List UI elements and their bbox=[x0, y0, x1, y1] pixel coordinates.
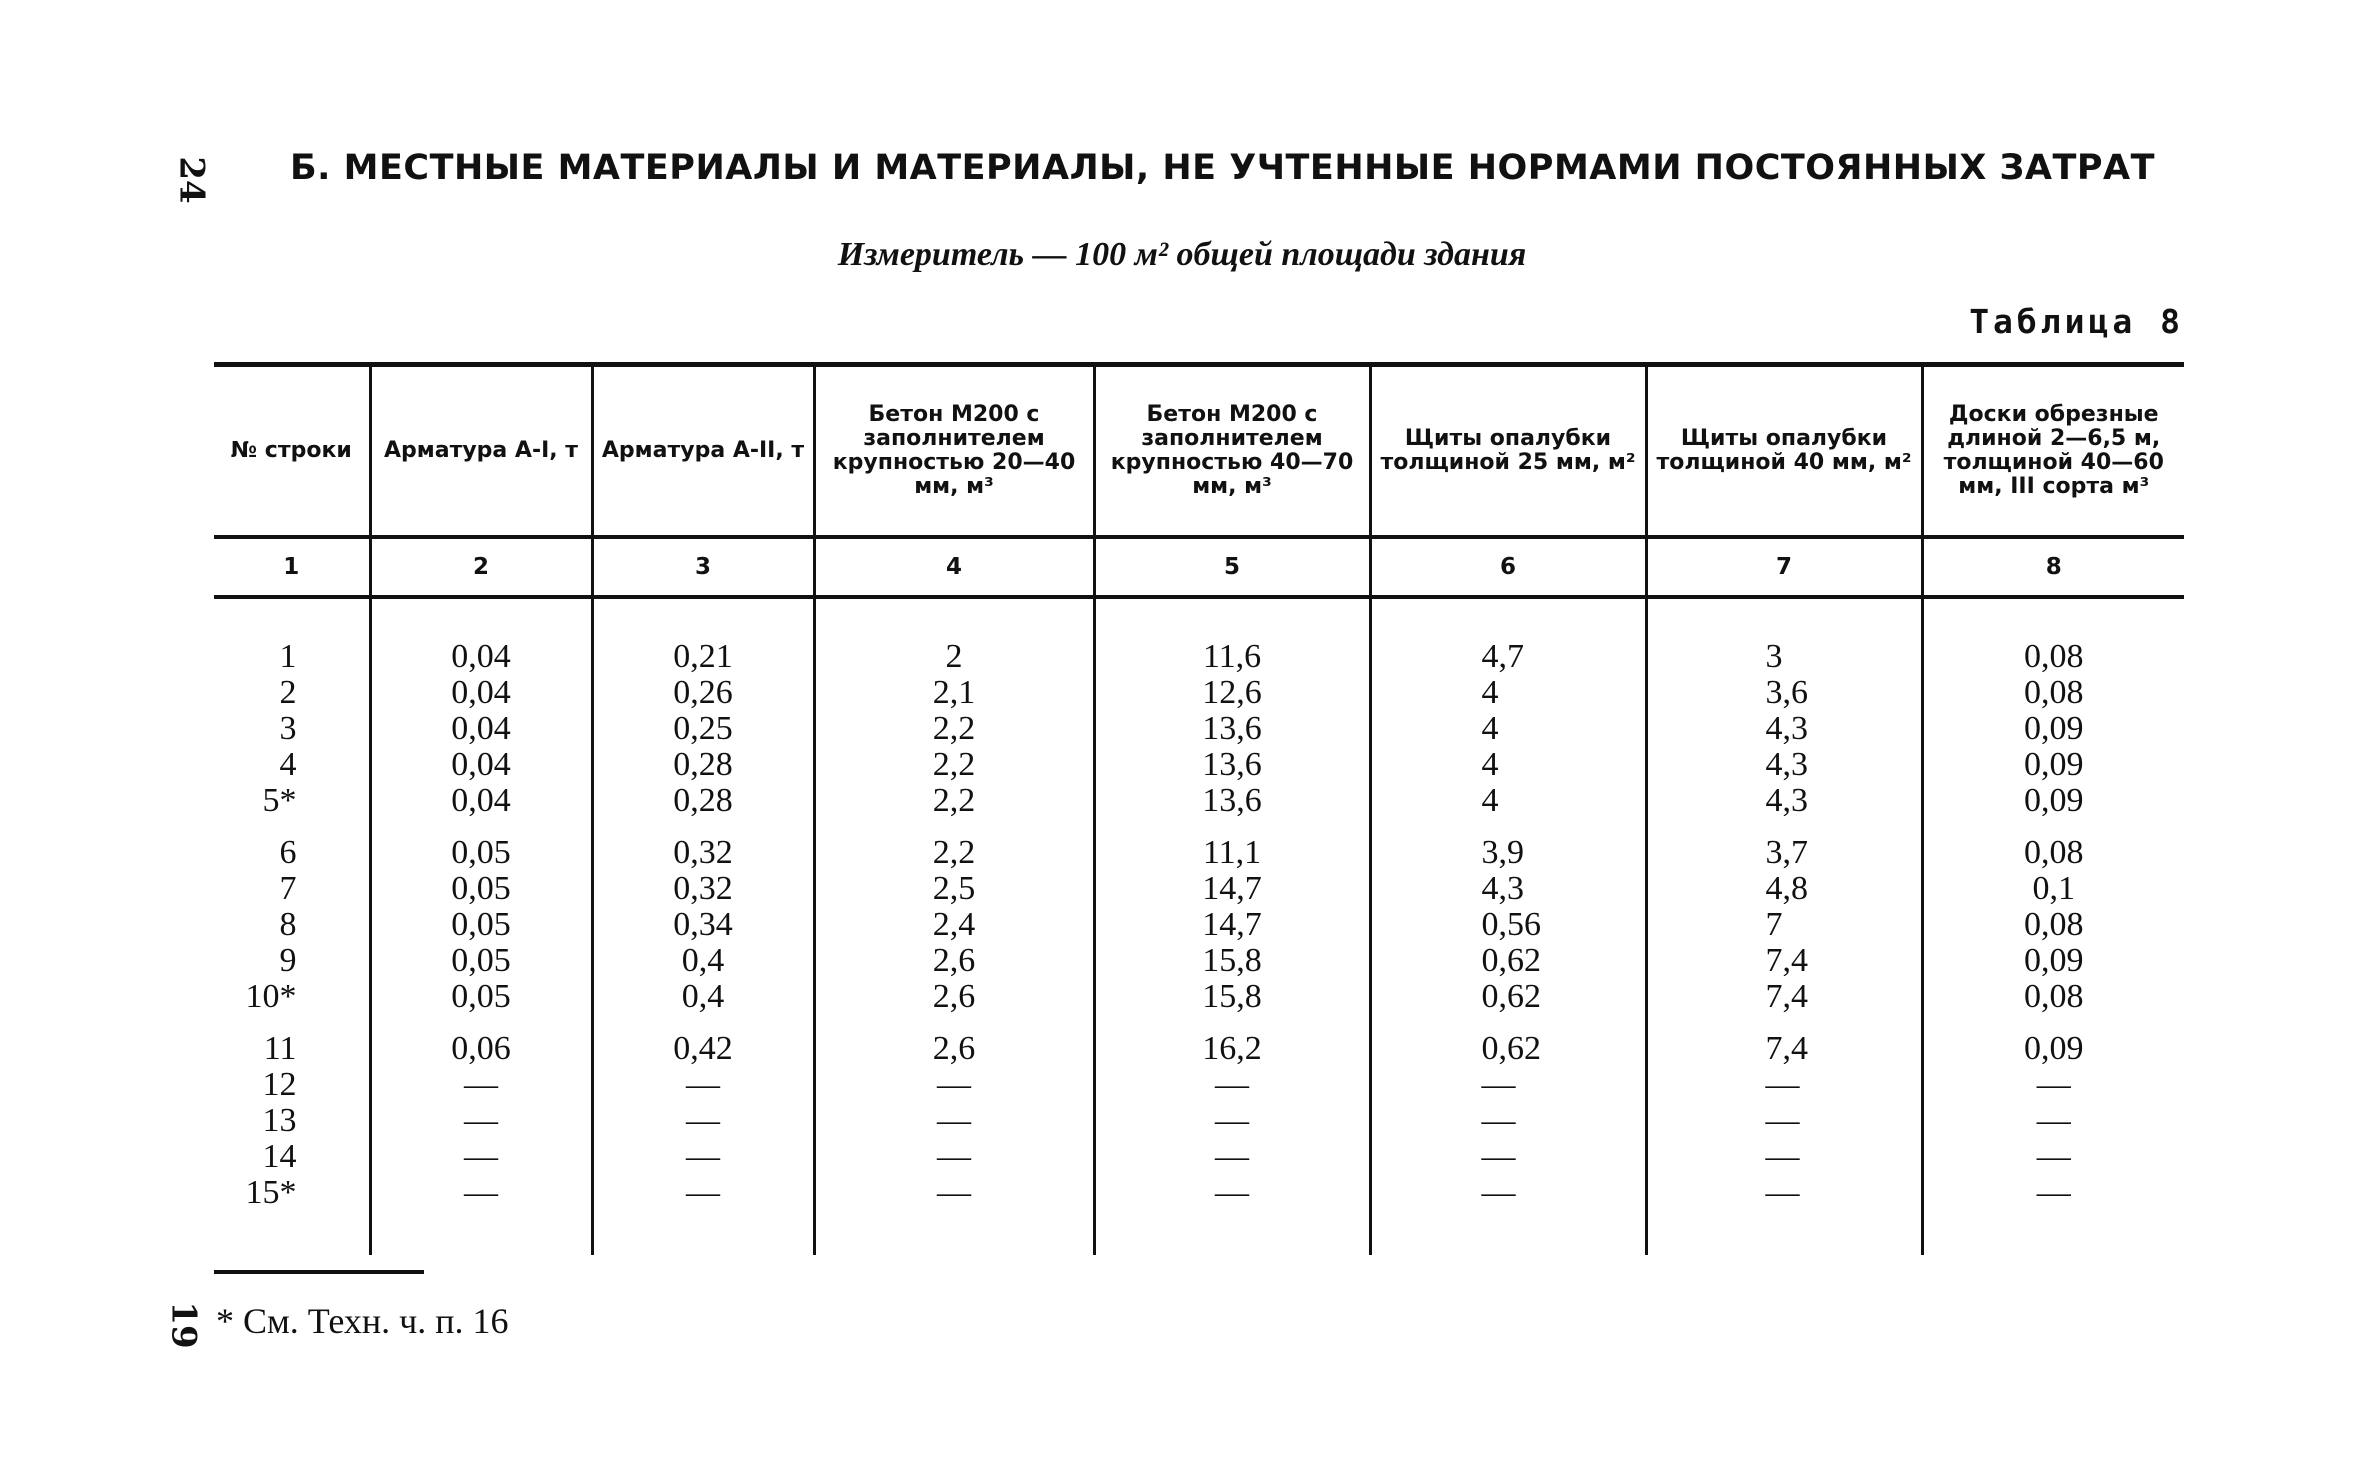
table-cell: — bbox=[592, 1175, 814, 1255]
row-number-cell: 2 bbox=[279, 674, 297, 711]
table-cell: 2,6 bbox=[814, 943, 1094, 979]
column-number: 1 bbox=[214, 537, 370, 597]
table-cell: — bbox=[1646, 1175, 1922, 1255]
page-number-top: 24 bbox=[171, 156, 212, 204]
table-cell: — bbox=[1094, 1103, 1370, 1139]
column-number: 7 bbox=[1646, 537, 1922, 597]
table-cell: — bbox=[592, 1103, 814, 1139]
row-number-cell: 1 bbox=[279, 638, 297, 675]
column-number: 8 bbox=[1922, 537, 2184, 597]
table-cell: — bbox=[1094, 1139, 1370, 1175]
table-cell: 2,6 bbox=[814, 979, 1094, 1015]
table-cell: 3,9 bbox=[1370, 819, 1646, 871]
table-row bbox=[214, 747, 2184, 783]
table-cell: 0,09 bbox=[1922, 747, 2184, 783]
table-cell: 13,6 bbox=[1094, 747, 1370, 783]
table-row bbox=[214, 711, 2184, 747]
row-number-cell: 6 bbox=[279, 834, 297, 871]
table-cell: 0,28 bbox=[592, 747, 814, 783]
table-cell: 2,6 bbox=[814, 1015, 1094, 1067]
table-cell: 0,09 bbox=[1922, 943, 2184, 979]
table-cell: 13,6 bbox=[1094, 711, 1370, 747]
measurement-unit-subheading: Измеритель — 100 м² общей площади здания bbox=[837, 236, 1527, 273]
table-cell: 14,7 bbox=[1094, 907, 1370, 943]
table-cell: 11,6 bbox=[1094, 597, 1370, 675]
table-cell: 0,62 bbox=[1370, 943, 1646, 979]
table-cell: 0,04 bbox=[370, 675, 592, 711]
header-cell: Щиты опалубки толщиной 25 мм, м² bbox=[1370, 365, 1646, 538]
table-cell: — bbox=[1646, 1103, 1922, 1139]
row-number-cell: 12 bbox=[262, 1066, 297, 1103]
table-cell: 4,3 bbox=[1646, 783, 1922, 819]
table-cell: 3 bbox=[1646, 597, 1922, 675]
table-cell: 2,2 bbox=[814, 711, 1094, 747]
header-cell: Щиты опалубки толщиной 40 мм, м² bbox=[1646, 365, 1922, 538]
row-number-cell: 8 bbox=[279, 906, 297, 943]
table-cell: 4,3 bbox=[1370, 871, 1646, 907]
table-cell: 0,08 bbox=[1922, 597, 2184, 675]
section-heading: Б. МЕСТНЫЕ МАТЕРИАЛЫ И МАТЕРИАЛЫ, НЕ УЧТЕННЫЕ НОРМАМИ ПОСТОЯННЫХ ЗАТРАТ bbox=[290, 148, 2155, 188]
table-cell: 0,09 bbox=[1922, 783, 2184, 819]
table-cell: — bbox=[1922, 1103, 2184, 1139]
table-row bbox=[214, 1015, 2184, 1067]
table-cell: — bbox=[370, 1175, 592, 1255]
row-number-cell: 11 bbox=[263, 1030, 297, 1067]
table-cell: 2 bbox=[814, 597, 1094, 675]
table-cell: 0,4 bbox=[592, 979, 814, 1015]
table-cell: 2,2 bbox=[814, 747, 1094, 783]
table-row bbox=[214, 597, 2184, 675]
header-cell: Бетон М200 с заполнителем крупностью 20—40 мм, м³ bbox=[814, 365, 1094, 538]
table-cell: 4,3 bbox=[1646, 711, 1922, 747]
table-cell: 0,1 bbox=[1922, 871, 2184, 907]
header-cell: Бетон М200 с заполнителем крупностью 40—70 мм, м³ bbox=[1094, 365, 1370, 538]
table-cell: — bbox=[1370, 1067, 1646, 1103]
table-cell: 4,8 bbox=[1646, 871, 1922, 907]
table-cell: 0,62 bbox=[1370, 979, 1646, 1015]
table-row bbox=[214, 819, 2184, 871]
table-cell: 0,34 bbox=[592, 907, 814, 943]
row-number-cell: 13 bbox=[262, 1102, 297, 1139]
table-row bbox=[214, 1139, 2184, 1175]
table-cell: — bbox=[814, 1067, 1094, 1103]
table-cell: 0,42 bbox=[592, 1015, 814, 1067]
table-cell: 0,05 bbox=[370, 819, 592, 871]
table-cell: 0,04 bbox=[370, 783, 592, 819]
row-number-cell: 4 bbox=[279, 746, 297, 783]
table-cell: — bbox=[1646, 1067, 1922, 1103]
table-cell: 7,4 bbox=[1646, 943, 1922, 979]
table-cell: — bbox=[1094, 1175, 1370, 1255]
table-row bbox=[214, 783, 2184, 819]
table-cell: 14,7 bbox=[1094, 871, 1370, 907]
table-cell: 0,04 bbox=[370, 597, 592, 675]
table-cell: 2,2 bbox=[814, 783, 1094, 819]
table-cell: — bbox=[370, 1103, 592, 1139]
column-number: 5 bbox=[1094, 537, 1370, 597]
row-number-cell: 3 bbox=[279, 710, 297, 747]
table-cell: 0,09 bbox=[1922, 711, 2184, 747]
table-cell: 4 bbox=[1370, 747, 1646, 783]
table-cell: — bbox=[1922, 1175, 2184, 1255]
table-cell: 0,08 bbox=[1922, 819, 2184, 871]
table-cell: 15,8 bbox=[1094, 943, 1370, 979]
footnote: * См. Техн. ч. п. 16 bbox=[216, 1301, 509, 1341]
table-cell: — bbox=[1922, 1139, 2184, 1175]
row-number-cell: 9 bbox=[279, 942, 297, 979]
table-row bbox=[214, 1103, 2184, 1139]
table-cell: 15,8 bbox=[1094, 979, 1370, 1015]
table-cell: 2,4 bbox=[814, 907, 1094, 943]
table-row bbox=[214, 1175, 2184, 1255]
table-label: Таблица 8 bbox=[1969, 302, 2184, 341]
table-cell: 0,25 bbox=[592, 711, 814, 747]
header-cell: Арматура А-II, т bbox=[592, 365, 814, 538]
column-number: 3 bbox=[592, 537, 814, 597]
table-cell: — bbox=[814, 1139, 1094, 1175]
table-cell: — bbox=[1370, 1103, 1646, 1139]
table-row bbox=[214, 943, 2184, 979]
table-cell: — bbox=[1370, 1175, 1646, 1255]
table-cell: — bbox=[370, 1067, 592, 1103]
table-cell: 7,4 bbox=[1646, 979, 1922, 1015]
row-number-cell: 10* bbox=[245, 978, 297, 1015]
table-cell: 0,05 bbox=[370, 871, 592, 907]
materials-table bbox=[214, 362, 2184, 1255]
table-cell: 4 bbox=[1370, 675, 1646, 711]
header-cell: № строки bbox=[214, 365, 370, 538]
table-cell: 7 bbox=[1646, 907, 1922, 943]
table-cell: 4 bbox=[1370, 783, 1646, 819]
header-row bbox=[214, 365, 2184, 538]
table-row bbox=[214, 675, 2184, 711]
table-row bbox=[214, 979, 2184, 1015]
table-cell: 2,2 bbox=[814, 819, 1094, 871]
column-number: 4 bbox=[814, 537, 1094, 597]
table-cell: 0,05 bbox=[370, 979, 592, 1015]
table-cell: 0,32 bbox=[592, 871, 814, 907]
table-cell: 0,04 bbox=[370, 747, 592, 783]
table-cell: 2,1 bbox=[814, 675, 1094, 711]
table-body bbox=[214, 597, 2184, 1255]
row-number-cell: 5* bbox=[262, 782, 297, 819]
row-number-cell: 14 bbox=[262, 1138, 297, 1175]
table-cell: 4,3 bbox=[1646, 747, 1922, 783]
table-cell: 0,09 bbox=[1922, 1015, 2184, 1067]
table-cell: 0,4 bbox=[592, 943, 814, 979]
table-cell: 0,08 bbox=[1922, 907, 2184, 943]
table-cell: 2,5 bbox=[814, 871, 1094, 907]
table-row bbox=[214, 871, 2184, 907]
table-cell: — bbox=[592, 1139, 814, 1175]
table-cell: 4,7 bbox=[1370, 597, 1646, 675]
table-cell: — bbox=[814, 1103, 1094, 1139]
table-cell: — bbox=[814, 1175, 1094, 1255]
table-cell: — bbox=[1370, 1139, 1646, 1175]
table-cell: 0,05 bbox=[370, 907, 592, 943]
table-cell: 0,04 bbox=[370, 711, 592, 747]
header-cell: Доски обрезные длиной 2—6,5 м, толщиной 40—60 мм, III сорта м³ bbox=[1922, 365, 2184, 538]
table-row bbox=[214, 1067, 2184, 1103]
table-cell: — bbox=[370, 1139, 592, 1175]
table-cell: — bbox=[1646, 1139, 1922, 1175]
table-cell: 0,56 bbox=[1370, 907, 1646, 943]
row-number-cell: 15* bbox=[245, 1174, 297, 1211]
column-number: 6 bbox=[1370, 537, 1646, 597]
table-cell: 0,08 bbox=[1922, 979, 2184, 1015]
table-cell: 3,7 bbox=[1646, 819, 1922, 871]
table-cell: — bbox=[1094, 1067, 1370, 1103]
row-number-cell: 7 bbox=[279, 870, 297, 907]
page-number-bottom: 19 bbox=[163, 1301, 204, 1349]
table-cell: 12,6 bbox=[1094, 675, 1370, 711]
table-cell: 0,32 bbox=[592, 819, 814, 871]
table-cell: 7,4 bbox=[1646, 1015, 1922, 1067]
table-cell: — bbox=[592, 1067, 814, 1103]
table-cell: 3,6 bbox=[1646, 675, 1922, 711]
table-cell: 0,62 bbox=[1370, 1015, 1646, 1067]
table-cell: — bbox=[1922, 1067, 2184, 1103]
table-cell: 0,06 bbox=[370, 1015, 592, 1067]
column-number-row bbox=[214, 537, 2184, 597]
table-cell: 0,21 bbox=[592, 597, 814, 675]
table-cell: 0,05 bbox=[370, 943, 592, 979]
table-cell: 4 bbox=[1370, 711, 1646, 747]
table-cell: 0,28 bbox=[592, 783, 814, 819]
table-cell: 0,08 bbox=[1922, 675, 2184, 711]
table-cell: 0,26 bbox=[592, 675, 814, 711]
table-row bbox=[214, 907, 2184, 943]
table-cell: 16,2 bbox=[1094, 1015, 1370, 1067]
column-number: 2 bbox=[370, 537, 592, 597]
footnote-divider bbox=[214, 1270, 424, 1274]
table-cell: 11,1 bbox=[1094, 819, 1370, 871]
header-cell: Арматура А-I, т bbox=[370, 365, 592, 538]
table-cell: 13,6 bbox=[1094, 783, 1370, 819]
